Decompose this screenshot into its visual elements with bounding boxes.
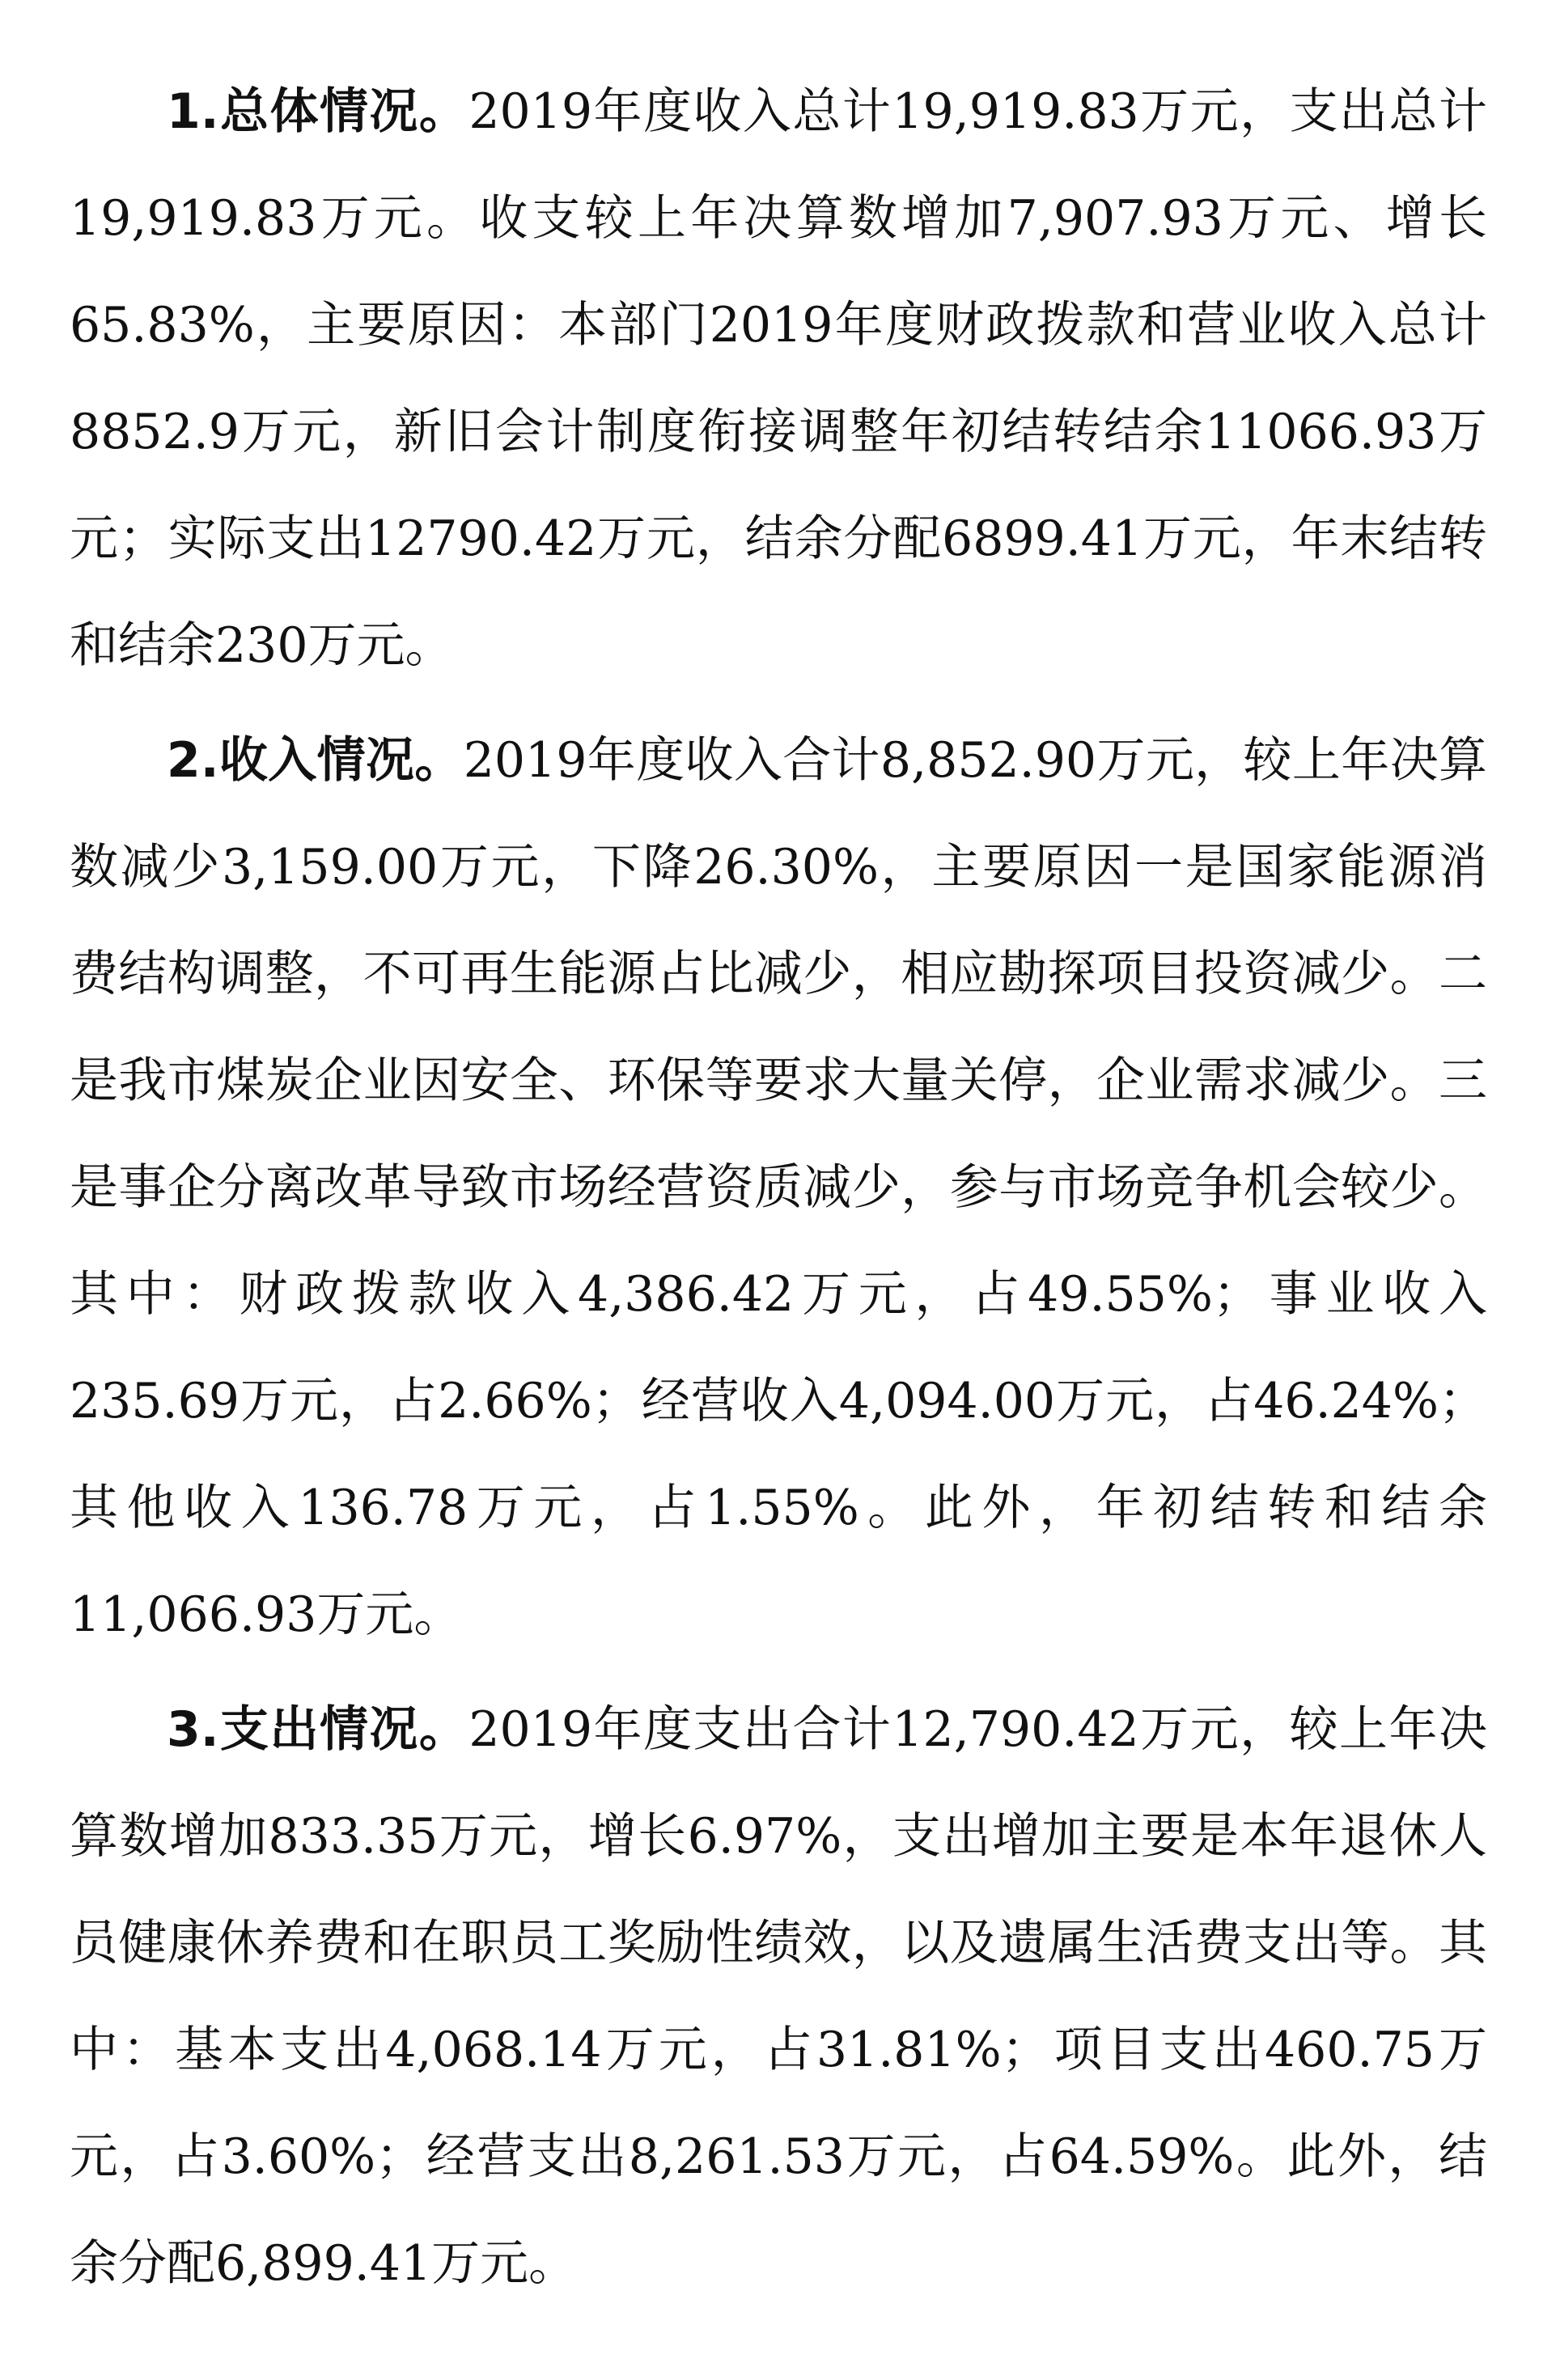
- paragraph-expenditure: [70, 1676, 1487, 2317]
- body-expenditure: 2019年度支出合计12,790.42万元，较上年决算数增加833.35万元，增长6.97%，支出增加主要是本年退休人员健康休养费和在职员工奖励性绩效，以及遗属生活费支出等。其中：基本支出4,068.14万元，占31.81%；项目支出460.75万元，占3.60%；经营支出8,261.53万元，占64.59%。此外，结余分配6,899.41万元。: [70, 1701, 1487, 2292]
- document-page: [70, 58, 1487, 2325]
- heading-overall: 1.总体情况。: [167, 83, 469, 140]
- body-income: 2019年度收入合计8,852.90万元，较上年决算数减少3,159.00万元，下降26.30%，主要原因一是国家能源消费结构调整，不可再生能源占比减少，相应勘探项目投资减少。二是我市煤炭企业因安全、环保等要求大量关停，企业需求减少。三是事企分离改革导致市场经营资质减少，参与市场竞争机会较少。其中：财政拨款收入4,386.42万元，占49.55%；事业收入235.69万元，占2.66%；经营收入4,094.00万元，占46.24%；其他收入136.78万元，占1.55%。此外，年初结转和结余11,066.93万元。: [70, 732, 1487, 1643]
- paragraph-income: [70, 707, 1487, 1668]
- paragraph-overall: [70, 58, 1487, 699]
- heading-income: 2.收入情况。: [167, 732, 464, 789]
- body-overall: 2019年度收入总计19,919.83万元，支出总计19,919.83万元。收支较上年决算数增加7,907.93万元、增长65.83%，主要原因：本部门2019年度财政拨款和营业收入总计8852.9万元，新旧会计制度衔接调整年初结转结余11066.93万元；实际支出12790.42万元，结余分配6899.41万元，年末结转和结余230万元。: [70, 83, 1487, 674]
- heading-expenditure: 3.支出情况。: [167, 1701, 469, 1758]
